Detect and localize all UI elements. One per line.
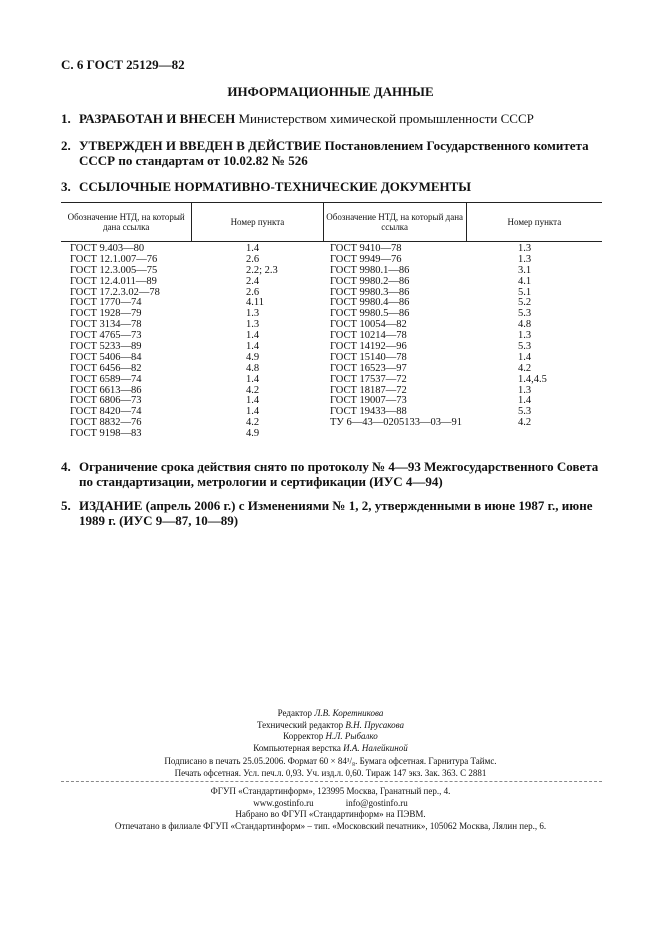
table-cell-doc: ГОСТ 14192—96	[330, 341, 407, 353]
credit-role: Корректор	[283, 731, 324, 741]
table-cell-item: 5.3	[518, 406, 532, 418]
table-cell-doc: ГОСТ 6613—86	[70, 384, 142, 396]
table-cell-doc: ТУ 6—43—0205133—03—91	[330, 417, 462, 429]
table-cell-item: 1.4	[518, 351, 532, 363]
table-cell-item: 4.9	[246, 351, 260, 363]
publisher-info	[0, 786, 661, 832]
table-cell-item: 1.3	[518, 243, 532, 254]
table-cell-item: 4.2	[518, 362, 532, 374]
table-cell-item: 1.4	[246, 373, 260, 385]
item-number: 4.	[61, 459, 71, 474]
table-cell-item: 1.3	[246, 308, 260, 320]
item-lead: УТВЕРЖДЕН И ВВЕДЕН В ДЕЙСТВИЕ	[79, 138, 322, 153]
item-text: (апрель 2006 г.) с Изменениями № 1, 2, утвержденными в июне 1987 г., июне 1989 г. (ИУС 9—87, 10—89)	[79, 498, 593, 528]
credit-corrector	[0, 731, 661, 743]
credit-role: Технический редактор	[256, 719, 344, 730]
table-cell-doc: ГОСТ 9980.3—86	[330, 286, 410, 298]
table-cell-doc: ГОСТ 9410—78	[330, 243, 402, 254]
publisher-typeset: Набрано во ФГУП «Стандартинформ» на ПЭВМ.	[235, 809, 426, 819]
item-lead: РАЗРАБОТАН И ВНЕСЕН	[79, 111, 236, 126]
table-cell-doc: ГОСТ 5233—89	[70, 341, 142, 353]
column-right-items	[466, 244, 602, 440]
table-cell-item: 5.1	[518, 286, 532, 298]
credit-tech-editor	[0, 720, 661, 732]
print-info-line: Печать офсетная. Усл. печ.л. 0,93. Уч. изд.л. 0,60. Тираж 147 экз. Зак. 363. С 2881	[174, 767, 487, 778]
table-cell-doc: ГОСТ 12.3.005—75	[70, 264, 158, 276]
table-cell-doc: ГОСТ 17537—72	[330, 373, 407, 385]
table-cell-doc: ГОСТ 3134—78	[70, 319, 142, 331]
publisher-address: ФГУП «Стандартинформ», 123995 Москва, Гранатный пер., 4.	[210, 786, 451, 796]
info-item-5	[61, 498, 606, 528]
header-item-left: Номер пункта	[191, 203, 323, 241]
table-cell-doc: ГОСТ 6589—74	[70, 373, 142, 385]
table-cell-doc: ГОСТ 17.2.3.02—78	[70, 286, 160, 298]
credit-person: В.Н. Прусакова	[345, 719, 405, 730]
table-cell-item: 3.1	[518, 264, 532, 276]
table-cell-item: 1.4	[246, 330, 260, 342]
info-item-4	[61, 459, 606, 489]
credit-person: И.А. Налейкиной	[343, 742, 408, 753]
item-lead: Ограничение срока действия снято по протоколу № 4—93 Межгосударственного Совета по стандартизации, метрологии и сертификации (ИУС 4—94)	[79, 459, 599, 489]
column-left-items	[192, 244, 323, 440]
table-cell-item: 1.3	[518, 253, 532, 265]
table-cell-doc: ГОСТ 9980.2—86	[330, 275, 410, 287]
table-cell-doc: ГОСТ 9949—76	[330, 253, 402, 265]
print-info	[0, 756, 661, 779]
table-cell-doc: ГОСТ 15140—78	[330, 351, 407, 363]
print-info-line: Подписано в печать 25.05.2006. Формат 60 × 84¹/₈. Бумага офсетная. Гарнитура Таймс.	[164, 756, 497, 766]
table-cell-item: 2.6	[246, 253, 260, 265]
table-cell-doc: ГОСТ 10214—78	[330, 330, 407, 342]
table-cell-item: 4.1	[518, 275, 532, 287]
table-cell-doc: ГОСТ 9980.1—86	[330, 264, 410, 276]
table-cell-item: 2.2; 2.3	[246, 264, 278, 276]
table-cell-doc: ГОСТ 18187—72	[330, 384, 407, 396]
item-number: 1.	[61, 111, 71, 126]
footer-divider	[61, 781, 602, 782]
table-cell-item: 5.3	[518, 308, 532, 320]
info-item-2	[61, 138, 606, 168]
table-cell-item: 1.4	[246, 406, 260, 418]
credit-person: Н.Л. Рыбалко	[325, 731, 378, 741]
table-cell-item: 1.4	[246, 243, 260, 254]
column-left-docs	[61, 244, 192, 440]
table-cell-doc: ГОСТ 12.1.007—76	[70, 253, 158, 265]
table-cell-doc: ГОСТ 8832—76	[70, 417, 142, 429]
info-item-1	[61, 111, 606, 126]
table-body	[61, 242, 602, 440]
table-cell-item: 1.3	[518, 330, 532, 342]
credit-editor	[0, 708, 661, 720]
section-title: ИНФОРМАЦИОННЫЕ ДАННЫЕ	[227, 84, 434, 99]
publisher-email: info@gostinfo.ru	[345, 797, 408, 808]
info-item-3	[61, 179, 606, 194]
item-text: Постановлением Государственного комитета СССР по стандартам от 10.02.82 № 526	[79, 138, 589, 168]
table-cell-item: 1.4,4.5	[518, 373, 547, 385]
item-number: 3.	[61, 179, 71, 194]
table-header	[61, 202, 602, 242]
table-cell-doc: ГОСТ 10054—82	[330, 319, 407, 331]
table-cell-doc: ГОСТ 5406—84	[70, 351, 142, 363]
reference-documents-table	[61, 202, 602, 440]
table-cell-item: 1.3	[246, 319, 260, 331]
item-lead: ССЫЛОЧНЫЕ НОРМАТИВНО-ТЕХНИЧЕСКИЕ ДОКУМЕНТЫ	[79, 179, 472, 194]
credits-block	[0, 708, 661, 754]
table-cell-doc: ГОСТ 9198—83	[70, 428, 142, 440]
table-cell-doc: ГОСТ 12.4.011—89	[70, 275, 157, 287]
page-header: С. 6 ГОСТ 25129—82	[61, 57, 185, 72]
table-cell-doc: ГОСТ 1770—74	[70, 297, 142, 309]
item-number: 2.	[61, 138, 71, 153]
table-cell-doc: ГОСТ 4765—73	[70, 330, 142, 342]
table-cell-item: 4.8	[518, 319, 532, 331]
table-cell-item: 1.4	[518, 395, 532, 407]
table-cell-doc: ГОСТ 19007—73	[330, 395, 407, 407]
table-cell-item: 4.2	[246, 384, 260, 396]
table-cell-item: 4.8	[246, 362, 260, 374]
table-cell-doc: ГОСТ 19433—88	[330, 406, 407, 418]
credit-person: Л.В. Коретникова	[314, 708, 384, 718]
table-cell-doc: ГОСТ 9.403—80	[70, 243, 145, 254]
header-doc-left: Обозначение НТД, на который дана ссылка	[67, 212, 185, 232]
table-cell-doc: ГОСТ 1928—79	[70, 308, 142, 320]
publisher-printed: Отпечатано в филиале ФГУП «Стандартинформ» – тип. «Московский печатник», 105062 Москва, Лялин пер., 6.	[114, 820, 547, 831]
table-cell-doc: ГОСТ 6456—82	[70, 362, 142, 374]
table-cell-doc: ГОСТ 9980.4—86	[330, 297, 410, 309]
credit-role: Компьютерная верстка	[253, 742, 341, 753]
table-cell-item: 2.6	[246, 286, 260, 298]
item-text: Министерством химической промышленности СССР	[235, 111, 534, 126]
table-cell-doc: ГОСТ 9980.5—86	[330, 308, 410, 320]
item-lead: ИЗДАНИЕ	[79, 498, 143, 513]
table-cell-item: 1.4	[246, 395, 260, 407]
table-cell-item: 4.9	[246, 428, 260, 440]
table-cell-item: 5.2	[518, 297, 532, 309]
header-doc-right: Обозначение НТД, на который дана ссылка	[326, 212, 464, 232]
table-cell-item: 1.4	[246, 341, 260, 353]
table-cell-item: 2.4	[246, 275, 260, 287]
credit-layout	[0, 743, 661, 755]
table-cell-item: 5.3	[518, 341, 532, 353]
table-cell-item: 1.3	[518, 384, 532, 396]
column-right-docs	[323, 244, 466, 440]
table-cell-doc: ГОСТ 16523—97	[330, 362, 407, 374]
table-cell-doc: ГОСТ 8420—74	[70, 406, 142, 418]
header-item-right: Номер пункта	[466, 203, 602, 241]
table-cell-doc: ГОСТ 6806—73	[70, 395, 142, 407]
table-cell-item: 4.11	[246, 297, 264, 309]
table-cell-item: 4.2	[246, 417, 260, 429]
publisher-contacts	[0, 798, 661, 810]
credit-role: Редактор	[277, 708, 313, 718]
item-number: 5.	[61, 498, 71, 513]
table-cell-item: 4.2	[518, 417, 532, 429]
publisher-website: www.gostinfo.ru	[253, 797, 314, 808]
